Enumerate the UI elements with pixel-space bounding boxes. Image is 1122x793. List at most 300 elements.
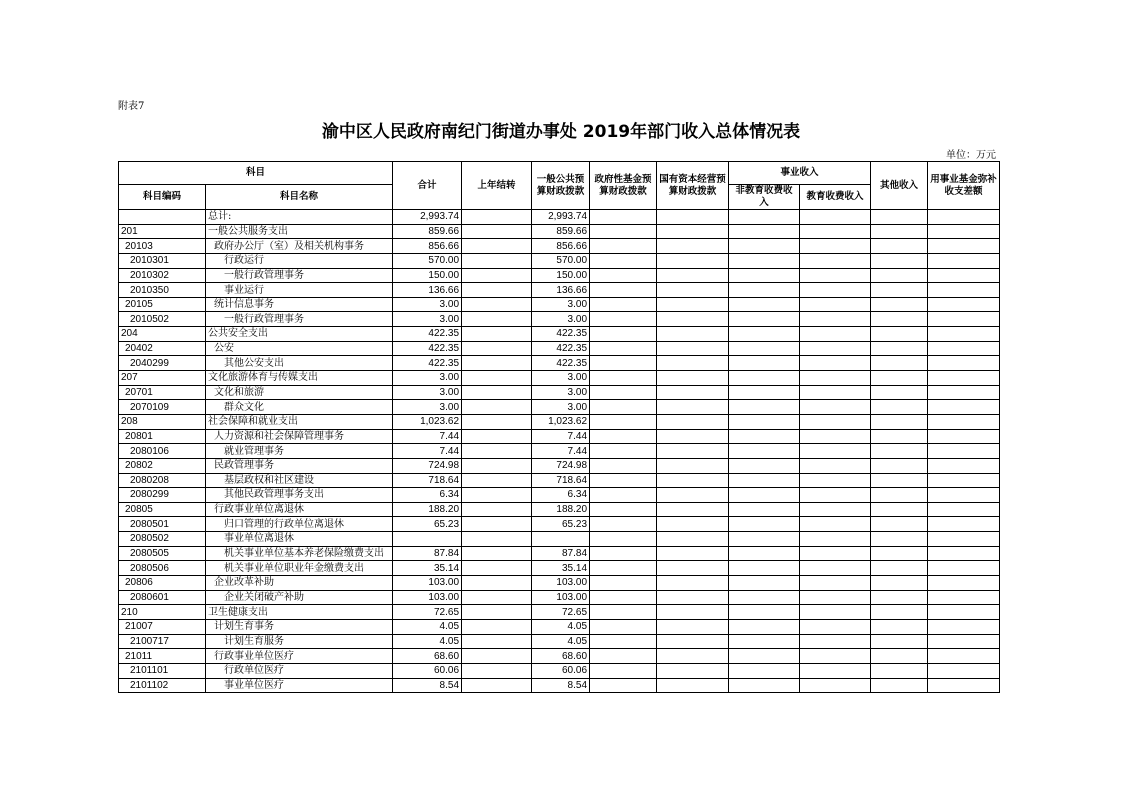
subject-name-cell: 文化和旅游 (206, 385, 393, 400)
edu-fee-cell (800, 576, 871, 591)
fund-supplement-cell (928, 590, 1000, 605)
carryover-cell (462, 297, 532, 312)
other-income-cell (871, 619, 928, 634)
fund-supplement-cell (928, 327, 1000, 342)
total-cell: 136.66 (393, 283, 462, 298)
carryover-cell (462, 576, 532, 591)
table-row (119, 473, 1000, 488)
state-capital-cell (657, 619, 729, 634)
gov-fund-cell (590, 444, 657, 459)
table-body (119, 210, 1000, 693)
gov-fund-cell (590, 678, 657, 693)
general-budget-cell: 8.54 (532, 678, 590, 693)
subject-code-cell: 2080502 (119, 532, 206, 547)
carryover-cell (462, 429, 532, 444)
table-row (119, 649, 1000, 664)
general-budget-cell: 103.00 (532, 590, 590, 605)
edu-fee-cell (800, 429, 871, 444)
subject-name-cell: 社会保障和就业支出 (206, 414, 393, 429)
subject-name-cell: 机关事业单位职业年金缴费支出 (206, 561, 393, 576)
subject-code-cell: 2080506 (119, 561, 206, 576)
state-capital-cell (657, 502, 729, 517)
fund-supplement-cell (928, 297, 1000, 312)
table-row (119, 561, 1000, 576)
fund-supplement-cell (928, 312, 1000, 327)
state-capital-cell (657, 385, 729, 400)
non-edu-fee-cell (729, 371, 800, 386)
state-capital-cell (657, 210, 729, 225)
non-edu-fee-cell (729, 414, 800, 429)
fund-supplement-cell (928, 619, 1000, 634)
fund-supplement-cell (928, 385, 1000, 400)
carryover-cell (462, 414, 532, 429)
subject-name-cell: 一般行政管理事务 (206, 312, 393, 327)
non-edu-fee-cell (729, 385, 800, 400)
header-subject-name: 科目名称 (206, 185, 393, 210)
carryover-cell (462, 400, 532, 415)
total-cell: 724.98 (393, 458, 462, 473)
total-cell: 65.23 (393, 517, 462, 532)
state-capital-cell (657, 678, 729, 693)
table-row (119, 663, 1000, 678)
header-fund-supplement: 用事业基金弥补收支差额 (928, 162, 1000, 210)
fund-supplement-cell (928, 663, 1000, 678)
other-income-cell (871, 224, 928, 239)
non-edu-fee-cell (729, 268, 800, 283)
state-capital-cell (657, 576, 729, 591)
subject-name-cell: 其他民政管理事务支出 (206, 488, 393, 503)
non-edu-fee-cell (729, 400, 800, 415)
total-cell: 8.54 (393, 678, 462, 693)
subject-code-cell: 2080208 (119, 473, 206, 488)
subject-name-cell: 就业管理事务 (206, 444, 393, 459)
gov-fund-cell (590, 224, 657, 239)
gov-fund-cell (590, 488, 657, 503)
general-budget-cell: 7.44 (532, 444, 590, 459)
carryover-cell (462, 268, 532, 283)
state-capital-cell (657, 400, 729, 415)
fund-supplement-cell (928, 502, 1000, 517)
table-row (119, 429, 1000, 444)
subject-code-cell: 2070109 (119, 400, 206, 415)
non-edu-fee-cell (729, 458, 800, 473)
gov-fund-cell (590, 356, 657, 371)
table-row (119, 400, 1000, 415)
subject-name-cell: 行政事业单位离退休 (206, 502, 393, 517)
subject-code-cell: 20806 (119, 576, 206, 591)
header-edu-fee: 教育收费收入 (800, 185, 871, 210)
other-income-cell (871, 561, 928, 576)
header-total: 合计 (393, 162, 462, 210)
fund-supplement-cell (928, 356, 1000, 371)
table-row (119, 239, 1000, 254)
header-state-capital: 国有资本经营预算财政拨款 (657, 162, 729, 210)
non-edu-fee-cell (729, 356, 800, 371)
table-row (119, 678, 1000, 693)
state-capital-cell (657, 356, 729, 371)
gov-fund-cell (590, 312, 657, 327)
other-income-cell (871, 210, 928, 225)
other-income-cell (871, 312, 928, 327)
subject-name-cell: 一般公共服务支出 (206, 224, 393, 239)
subject-name-cell: 事业单位离退休 (206, 532, 393, 547)
subject-name-cell: 公安 (206, 341, 393, 356)
general-budget-cell: 103.00 (532, 576, 590, 591)
state-capital-cell (657, 663, 729, 678)
gov-fund-cell (590, 576, 657, 591)
subject-code-cell: 2010301 (119, 253, 206, 268)
other-income-cell (871, 663, 928, 678)
gov-fund-cell (590, 400, 657, 415)
state-capital-cell (657, 312, 729, 327)
subject-code-cell: 2040299 (119, 356, 206, 371)
carryover-cell (462, 458, 532, 473)
edu-fee-cell (800, 444, 871, 459)
general-budget-cell: 60.06 (532, 663, 590, 678)
gov-fund-cell (590, 663, 657, 678)
state-capital-cell (657, 429, 729, 444)
gov-fund-cell (590, 268, 657, 283)
other-income-cell (871, 429, 928, 444)
state-capital-cell (657, 546, 729, 561)
subject-name-cell: 民政管理事务 (206, 458, 393, 473)
subject-name-cell: 其他公安支出 (206, 356, 393, 371)
fund-supplement-cell (928, 546, 1000, 561)
state-capital-cell (657, 341, 729, 356)
carryover-cell (462, 224, 532, 239)
table-row (119, 488, 1000, 503)
general-budget-cell: 422.35 (532, 356, 590, 371)
gov-fund-cell (590, 532, 657, 547)
subject-code-cell: 204 (119, 327, 206, 342)
total-cell: 570.00 (393, 253, 462, 268)
other-income-cell (871, 341, 928, 356)
subject-name-cell: 企业关闭破产补助 (206, 590, 393, 605)
general-budget-cell: 65.23 (532, 517, 590, 532)
carryover-cell (462, 341, 532, 356)
table-row (119, 312, 1000, 327)
total-cell: 68.60 (393, 649, 462, 664)
unit-label: 单位：万元 (946, 150, 996, 161)
non-edu-fee-cell (729, 517, 800, 532)
gov-fund-cell (590, 253, 657, 268)
gov-fund-cell (590, 619, 657, 634)
subject-code-cell (119, 210, 206, 225)
general-budget-cell: 422.35 (532, 327, 590, 342)
total-cell: 60.06 (393, 663, 462, 678)
edu-fee-cell (800, 400, 871, 415)
carryover-cell (462, 327, 532, 342)
gov-fund-cell (590, 341, 657, 356)
non-edu-fee-cell (729, 634, 800, 649)
total-cell: 6.34 (393, 488, 462, 503)
subject-code-cell: 207 (119, 371, 206, 386)
subject-name-cell: 基层政权和社区建设 (206, 473, 393, 488)
fund-supplement-cell (928, 283, 1000, 298)
header-non-edu-fee: 非教育收费收入 (729, 185, 800, 210)
other-income-cell (871, 385, 928, 400)
non-edu-fee-cell (729, 663, 800, 678)
table-row (119, 414, 1000, 429)
general-budget-cell: 570.00 (532, 253, 590, 268)
non-edu-fee-cell (729, 239, 800, 254)
gov-fund-cell (590, 327, 657, 342)
subject-name-cell: 公共安全支出 (206, 327, 393, 342)
other-income-cell (871, 502, 928, 517)
carryover-cell (462, 590, 532, 605)
carryover-cell (462, 678, 532, 693)
subject-code-cell: 2101102 (119, 678, 206, 693)
non-edu-fee-cell (729, 224, 800, 239)
gov-fund-cell (590, 283, 657, 298)
general-budget-cell: 136.66 (532, 283, 590, 298)
table-row (119, 546, 1000, 561)
subject-code-cell: 20103 (119, 239, 206, 254)
state-capital-cell (657, 444, 729, 459)
edu-fee-cell (800, 546, 871, 561)
general-budget-cell: 1,023.62 (532, 414, 590, 429)
subject-code-cell: 2010502 (119, 312, 206, 327)
edu-fee-cell (800, 356, 871, 371)
subject-name-cell: 企业改革补助 (206, 576, 393, 591)
fund-supplement-cell (928, 429, 1000, 444)
other-income-cell (871, 253, 928, 268)
non-edu-fee-cell (729, 327, 800, 342)
gov-fund-cell (590, 649, 657, 664)
income-table (118, 161, 1000, 693)
edu-fee-cell (800, 210, 871, 225)
carryover-cell (462, 649, 532, 664)
carryover-cell (462, 532, 532, 547)
general-budget-cell: 4.05 (532, 619, 590, 634)
non-edu-fee-cell (729, 561, 800, 576)
total-cell: 1,023.62 (393, 414, 462, 429)
general-budget-cell: 150.00 (532, 268, 590, 283)
gov-fund-cell (590, 239, 657, 254)
state-capital-cell (657, 517, 729, 532)
state-capital-cell (657, 239, 729, 254)
header-gov-fund: 政府性基金预算财政拨款 (590, 162, 657, 210)
state-capital-cell (657, 327, 729, 342)
table-row (119, 297, 1000, 312)
non-edu-fee-cell (729, 678, 800, 693)
table-row (119, 590, 1000, 605)
fund-supplement-cell (928, 444, 1000, 459)
subject-name-cell: 机关事业单位基本养老保险缴费支出 (206, 546, 393, 561)
subject-name-cell: 计划生育事务 (206, 619, 393, 634)
edu-fee-cell (800, 312, 871, 327)
edu-fee-cell (800, 458, 871, 473)
total-cell: 103.00 (393, 576, 462, 591)
subject-name-cell: 文化旅游体育与传媒支出 (206, 371, 393, 386)
total-cell: 422.35 (393, 327, 462, 342)
fund-supplement-cell (928, 253, 1000, 268)
subject-code-cell: 2100717 (119, 634, 206, 649)
subject-code-cell: 20805 (119, 502, 206, 517)
edu-fee-cell (800, 371, 871, 386)
general-budget-cell (532, 532, 590, 547)
header-other-income: 其他收入 (871, 162, 928, 210)
state-capital-cell (657, 605, 729, 620)
subject-name-cell: 群众文化 (206, 400, 393, 415)
gov-fund-cell (590, 561, 657, 576)
table-row (119, 634, 1000, 649)
attachment-label: 附表7 (118, 101, 145, 112)
state-capital-cell (657, 297, 729, 312)
total-cell: 3.00 (393, 297, 462, 312)
header-subject: 科目 (119, 162, 393, 185)
total-cell: 856.66 (393, 239, 462, 254)
general-budget-cell: 3.00 (532, 312, 590, 327)
state-capital-cell (657, 414, 729, 429)
state-capital-cell (657, 253, 729, 268)
subject-code-cell: 20105 (119, 297, 206, 312)
state-capital-cell (657, 458, 729, 473)
subject-code-cell: 20701 (119, 385, 206, 400)
carryover-cell (462, 561, 532, 576)
table-row (119, 371, 1000, 386)
gov-fund-cell (590, 502, 657, 517)
edu-fee-cell (800, 590, 871, 605)
fund-supplement-cell (928, 224, 1000, 239)
fund-supplement-cell (928, 268, 1000, 283)
other-income-cell (871, 268, 928, 283)
carryover-cell (462, 444, 532, 459)
table-row (119, 458, 1000, 473)
subject-name-cell: 事业单位医疗 (206, 678, 393, 693)
other-income-cell (871, 414, 928, 429)
other-income-cell (871, 590, 928, 605)
carryover-cell (462, 634, 532, 649)
total-cell: 72.65 (393, 605, 462, 620)
state-capital-cell (657, 473, 729, 488)
fund-supplement-cell (928, 634, 1000, 649)
general-budget-cell: 7.44 (532, 429, 590, 444)
general-budget-cell: 4.05 (532, 634, 590, 649)
header-carryover: 上年结转 (462, 162, 532, 210)
table-row (119, 502, 1000, 517)
subject-code-cell: 2080299 (119, 488, 206, 503)
gov-fund-cell (590, 517, 657, 532)
gov-fund-cell (590, 297, 657, 312)
state-capital-cell (657, 634, 729, 649)
other-income-cell (871, 239, 928, 254)
other-income-cell (871, 517, 928, 532)
state-capital-cell (657, 561, 729, 576)
non-edu-fee-cell (729, 619, 800, 634)
non-edu-fee-cell (729, 576, 800, 591)
general-budget-cell: 2,993.74 (532, 210, 590, 225)
fund-supplement-cell (928, 576, 1000, 591)
general-budget-cell: 718.64 (532, 473, 590, 488)
subject-code-cell: 2101101 (119, 663, 206, 678)
other-income-cell (871, 444, 928, 459)
carryover-cell (462, 371, 532, 386)
non-edu-fee-cell (729, 312, 800, 327)
subject-code-cell: 2010350 (119, 283, 206, 298)
total-cell: 2,993.74 (393, 210, 462, 225)
other-income-cell (871, 546, 928, 561)
subject-code-cell: 20402 (119, 341, 206, 356)
table-row (119, 341, 1000, 356)
general-budget-cell: 3.00 (532, 297, 590, 312)
general-budget-cell: 724.98 (532, 458, 590, 473)
edu-fee-cell (800, 663, 871, 678)
total-cell: 3.00 (393, 400, 462, 415)
other-income-cell (871, 400, 928, 415)
other-income-cell (871, 473, 928, 488)
fund-supplement-cell (928, 649, 1000, 664)
subject-code-cell: 2080601 (119, 590, 206, 605)
other-income-cell (871, 678, 928, 693)
fund-supplement-cell (928, 473, 1000, 488)
general-budget-cell: 422.35 (532, 341, 590, 356)
gov-fund-cell (590, 546, 657, 561)
subject-name-cell: 行政单位医疗 (206, 663, 393, 678)
non-edu-fee-cell (729, 649, 800, 664)
carryover-cell (462, 663, 532, 678)
non-edu-fee-cell (729, 253, 800, 268)
carryover-cell (462, 312, 532, 327)
gov-fund-cell (590, 473, 657, 488)
other-income-cell (871, 283, 928, 298)
subject-name-cell: 政府办公厅（室）及相关机构事务 (206, 239, 393, 254)
total-cell: 150.00 (393, 268, 462, 283)
header-subject-code: 科目编码 (119, 185, 206, 210)
gov-fund-cell (590, 385, 657, 400)
gov-fund-cell (590, 210, 657, 225)
carryover-cell (462, 283, 532, 298)
table-row (119, 268, 1000, 283)
table-row (119, 327, 1000, 342)
non-edu-fee-cell (729, 590, 800, 605)
fund-supplement-cell (928, 239, 1000, 254)
subject-code-cell: 201 (119, 224, 206, 239)
carryover-cell (462, 356, 532, 371)
carryover-cell (462, 239, 532, 254)
total-cell: 7.44 (393, 444, 462, 459)
gov-fund-cell (590, 634, 657, 649)
header-general-budget: 一般公共预算财政拨款 (532, 162, 590, 210)
non-edu-fee-cell (729, 473, 800, 488)
table-row (119, 283, 1000, 298)
subject-name-cell: 卫生健康支出 (206, 605, 393, 620)
carryover-cell (462, 619, 532, 634)
edu-fee-cell (800, 341, 871, 356)
general-budget-cell: 3.00 (532, 400, 590, 415)
fund-supplement-cell (928, 458, 1000, 473)
edu-fee-cell (800, 239, 871, 254)
state-capital-cell (657, 649, 729, 664)
state-capital-cell (657, 283, 729, 298)
general-budget-cell: 72.65 (532, 605, 590, 620)
carryover-cell (462, 546, 532, 561)
general-budget-cell: 859.66 (532, 224, 590, 239)
header-business-income: 事业收入 (729, 162, 871, 185)
total-cell: 422.35 (393, 356, 462, 371)
table-row (119, 576, 1000, 591)
total-cell: 7.44 (393, 429, 462, 444)
subject-name-cell: 行政运行 (206, 253, 393, 268)
total-cell: 859.66 (393, 224, 462, 239)
subject-code-cell: 21011 (119, 649, 206, 664)
edu-fee-cell (800, 502, 871, 517)
fund-supplement-cell (928, 561, 1000, 576)
subject-code-cell: 20802 (119, 458, 206, 473)
total-cell: 4.05 (393, 634, 462, 649)
other-income-cell (871, 356, 928, 371)
fund-supplement-cell (928, 678, 1000, 693)
